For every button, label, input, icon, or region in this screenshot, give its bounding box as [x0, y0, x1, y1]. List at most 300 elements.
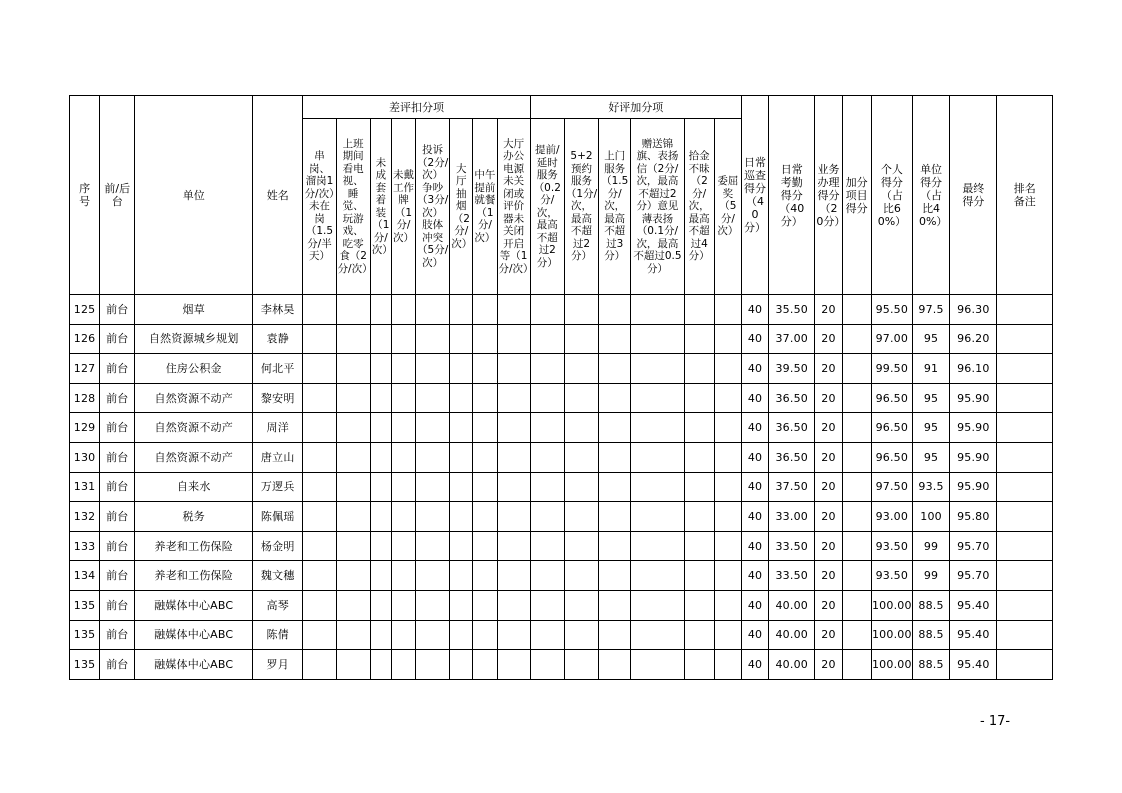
- cell-empty: [391, 324, 415, 354]
- cell-empty: [564, 590, 598, 620]
- cell-personal: 100.00: [871, 650, 912, 680]
- cell-patrol: 40: [741, 650, 768, 680]
- cell-empty: [336, 324, 370, 354]
- cell-empty: [714, 354, 741, 384]
- cell-empty: [599, 295, 631, 325]
- cell-empty: [599, 324, 631, 354]
- cell-patrol: 40: [741, 295, 768, 325]
- cell-unit-score: 88.5: [912, 590, 949, 620]
- cell-seq: 134: [70, 561, 100, 591]
- cell-front-back: 前台: [100, 620, 135, 650]
- cell-empty: [530, 620, 564, 650]
- cell-empty: [997, 650, 1053, 680]
- cell-empty: [564, 620, 598, 650]
- cell-final: 95.40: [950, 620, 997, 650]
- cell-empty: [842, 531, 871, 561]
- cell-empty: [530, 531, 564, 561]
- header-bad-item: 大厅抽烟（2分/次）: [450, 119, 473, 295]
- cell-name: 唐立山: [253, 442, 303, 472]
- cell-business: 20: [815, 650, 842, 680]
- cell-seq: 135: [70, 650, 100, 680]
- cell-empty: [370, 502, 391, 532]
- cell-empty: [497, 502, 530, 532]
- page-number: - 17-: [980, 714, 1011, 729]
- cell-attendance: 36.50: [769, 383, 815, 413]
- cell-patrol: 40: [741, 354, 768, 384]
- cell-empty: [303, 472, 336, 502]
- cell-attendance: 36.50: [769, 442, 815, 472]
- header-bad-item: 投诉（2分/次）争吵（3分/次）肢体冲突（5分/次）: [416, 119, 450, 295]
- cell-final: 96.10: [950, 354, 997, 384]
- cell-empty: [530, 442, 564, 472]
- cell-empty: [997, 561, 1053, 591]
- cell-seq: 128: [70, 383, 100, 413]
- cell-empty: [530, 383, 564, 413]
- cell-empty: [336, 590, 370, 620]
- cell-empty: [564, 531, 598, 561]
- cell-empty: [370, 561, 391, 591]
- cell-empty: [631, 531, 684, 561]
- cell-empty: [303, 620, 336, 650]
- cell-empty: [303, 295, 336, 325]
- table-row: [70, 590, 1053, 620]
- cell-business: 20: [815, 295, 842, 325]
- header-front-back: 前/后台: [100, 96, 135, 295]
- cell-empty: [450, 590, 473, 620]
- cell-patrol: 40: [741, 620, 768, 650]
- cell-empty: [684, 324, 714, 354]
- cell-business: 20: [815, 531, 842, 561]
- cell-unit: 融媒体中心ABC: [135, 590, 253, 620]
- cell-unit: 自然资源城乡规划: [135, 324, 253, 354]
- cell-empty: [997, 383, 1053, 413]
- cell-empty: [631, 590, 684, 620]
- cell-personal: 96.50: [871, 383, 912, 413]
- cell-empty: [684, 354, 714, 384]
- cell-patrol: 40: [741, 383, 768, 413]
- cell-empty: [599, 620, 631, 650]
- cell-seq: 131: [70, 472, 100, 502]
- cell-empty: [842, 324, 871, 354]
- header-good-item: 5+2预约服务（1分/次，最高不超过2分）: [564, 119, 598, 295]
- cell-empty: [842, 413, 871, 443]
- score-table: [69, 95, 1053, 680]
- cell-empty: [684, 502, 714, 532]
- cell-empty: [997, 413, 1053, 443]
- header-business: 业务办理得分（20分）: [815, 96, 842, 295]
- cell-personal: 100.00: [871, 620, 912, 650]
- cell-empty: [684, 413, 714, 443]
- cell-name: 袁静: [253, 324, 303, 354]
- cell-business: 20: [815, 561, 842, 591]
- cell-unit: 烟草: [135, 295, 253, 325]
- cell-empty: [997, 620, 1053, 650]
- cell-unit-score: 95: [912, 413, 949, 443]
- cell-personal: 95.50: [871, 295, 912, 325]
- cell-empty: [497, 531, 530, 561]
- cell-empty: [391, 383, 415, 413]
- cell-empty: [391, 413, 415, 443]
- cell-empty: [842, 442, 871, 472]
- cell-empty: [450, 561, 473, 591]
- cell-empty: [997, 442, 1053, 472]
- cell-empty: [336, 561, 370, 591]
- cell-empty: [997, 354, 1053, 384]
- cell-unit-score: 99: [912, 531, 949, 561]
- cell-empty: [599, 442, 631, 472]
- cell-front-back: 前台: [100, 442, 135, 472]
- cell-empty: [336, 620, 370, 650]
- cell-empty: [842, 295, 871, 325]
- cell-unit: 融媒体中心ABC: [135, 620, 253, 650]
- cell-empty: [303, 413, 336, 443]
- cell-empty: [336, 383, 370, 413]
- cell-empty: [336, 413, 370, 443]
- cell-personal: 97.50: [871, 472, 912, 502]
- cell-empty: [564, 383, 598, 413]
- cell-final: 95.40: [950, 590, 997, 620]
- cell-business: 20: [815, 354, 842, 384]
- cell-empty: [391, 295, 415, 325]
- cell-name: 黎安明: [253, 383, 303, 413]
- cell-unit: 自然资源不动产: [135, 413, 253, 443]
- cell-empty: [631, 354, 684, 384]
- cell-name: 李林昊: [253, 295, 303, 325]
- cell-unit-score: 95: [912, 383, 949, 413]
- cell-empty: [684, 383, 714, 413]
- cell-empty: [473, 502, 497, 532]
- cell-empty: [599, 383, 631, 413]
- cell-empty: [714, 413, 741, 443]
- cell-empty: [842, 561, 871, 591]
- cell-empty: [684, 620, 714, 650]
- cell-final: 95.70: [950, 531, 997, 561]
- cell-empty: [391, 472, 415, 502]
- cell-empty: [473, 354, 497, 384]
- cell-empty: [714, 531, 741, 561]
- cell-empty: [530, 590, 564, 620]
- cell-empty: [303, 383, 336, 413]
- header-bad-group: 差评扣分项: [303, 96, 530, 119]
- cell-business: 20: [815, 442, 842, 472]
- cell-empty: [450, 650, 473, 680]
- cell-seq: 130: [70, 442, 100, 472]
- cell-final: 95.90: [950, 442, 997, 472]
- cell-empty: [714, 561, 741, 591]
- cell-front-back: 前台: [100, 324, 135, 354]
- header-unit: 单位: [135, 96, 253, 295]
- cell-unit: 自来水: [135, 472, 253, 502]
- cell-empty: [530, 650, 564, 680]
- cell-attendance: 40.00: [769, 650, 815, 680]
- cell-attendance: 40.00: [769, 590, 815, 620]
- cell-front-back: 前台: [100, 531, 135, 561]
- header-good-item: 提前/延时服务（0.2分/次，最高不超过2分）: [530, 119, 564, 295]
- cell-empty: [416, 472, 450, 502]
- cell-unit-score: 88.5: [912, 620, 949, 650]
- header-final: 最终得分: [950, 96, 997, 295]
- cell-empty: [684, 295, 714, 325]
- cell-patrol: 40: [741, 324, 768, 354]
- cell-empty: [564, 502, 598, 532]
- cell-final: 95.80: [950, 502, 997, 532]
- header-bad-item: 未成套着装（1分/次）: [370, 119, 391, 295]
- cell-empty: [391, 590, 415, 620]
- cell-empty: [997, 531, 1053, 561]
- cell-unit: 自然资源不动产: [135, 383, 253, 413]
- cell-empty: [303, 590, 336, 620]
- cell-empty: [450, 413, 473, 443]
- cell-empty: [497, 442, 530, 472]
- cell-empty: [631, 502, 684, 532]
- cell-empty: [370, 650, 391, 680]
- cell-attendance: 33.00: [769, 502, 815, 532]
- cell-empty: [599, 531, 631, 561]
- cell-patrol: 40: [741, 413, 768, 443]
- header-bad-item: 上班期间看电视、睡觉、玩游戏、吃零食（2分/次）: [336, 119, 370, 295]
- cell-empty: [416, 383, 450, 413]
- cell-empty: [416, 413, 450, 443]
- cell-empty: [842, 620, 871, 650]
- cell-unit-score: 95: [912, 324, 949, 354]
- cell-unit: 养老和工伤保险: [135, 531, 253, 561]
- cell-empty: [714, 472, 741, 502]
- header-personal: 个人得分（占比60%）: [871, 96, 912, 295]
- cell-empty: [450, 531, 473, 561]
- cell-empty: [497, 295, 530, 325]
- cell-patrol: 40: [741, 561, 768, 591]
- header-rank-note: 排名备注: [997, 96, 1053, 295]
- cell-empty: [303, 502, 336, 532]
- cell-unit-score: 95: [912, 442, 949, 472]
- cell-empty: [631, 620, 684, 650]
- cell-empty: [497, 590, 530, 620]
- cell-patrol: 40: [741, 472, 768, 502]
- cell-empty: [497, 620, 530, 650]
- cell-empty: [473, 620, 497, 650]
- cell-empty: [303, 442, 336, 472]
- cell-empty: [631, 561, 684, 591]
- cell-empty: [842, 590, 871, 620]
- cell-empty: [416, 531, 450, 561]
- cell-empty: [530, 295, 564, 325]
- cell-final: 95.40: [950, 650, 997, 680]
- cell-empty: [336, 295, 370, 325]
- cell-empty: [564, 413, 598, 443]
- cell-business: 20: [815, 472, 842, 502]
- cell-empty: [599, 590, 631, 620]
- cell-empty: [530, 502, 564, 532]
- cell-attendance: 35.50: [769, 295, 815, 325]
- cell-business: 20: [815, 413, 842, 443]
- cell-final: 95.70: [950, 561, 997, 591]
- cell-empty: [599, 561, 631, 591]
- cell-personal: 100.00: [871, 590, 912, 620]
- cell-empty: [530, 324, 564, 354]
- table-row: [70, 295, 1053, 325]
- cell-empty: [564, 354, 598, 384]
- cell-empty: [391, 531, 415, 561]
- cell-patrol: 40: [741, 502, 768, 532]
- cell-empty: [303, 650, 336, 680]
- cell-empty: [450, 295, 473, 325]
- cell-empty: [450, 324, 473, 354]
- cell-empty: [336, 650, 370, 680]
- cell-front-back: 前台: [100, 413, 135, 443]
- cell-empty: [497, 650, 530, 680]
- table-row: [70, 561, 1053, 591]
- cell-empty: [842, 383, 871, 413]
- cell-attendance: 33.50: [769, 561, 815, 591]
- cell-empty: [416, 590, 450, 620]
- cell-empty: [391, 650, 415, 680]
- cell-final: 95.90: [950, 472, 997, 502]
- cell-empty: [473, 324, 497, 354]
- cell-personal: 96.50: [871, 413, 912, 443]
- cell-front-back: 前台: [100, 502, 135, 532]
- cell-empty: [530, 413, 564, 443]
- cell-final: 95.90: [950, 383, 997, 413]
- cell-unit: 住房公积金: [135, 354, 253, 384]
- cell-front-back: 前台: [100, 295, 135, 325]
- cell-empty: [714, 502, 741, 532]
- header-good-item: 上门服务（1.5分/次，最高不超过3分）: [599, 119, 631, 295]
- cell-empty: [450, 442, 473, 472]
- cell-empty: [497, 472, 530, 502]
- cell-business: 20: [815, 383, 842, 413]
- cell-empty: [997, 472, 1053, 502]
- cell-empty: [684, 472, 714, 502]
- cell-front-back: 前台: [100, 354, 135, 384]
- cell-empty: [473, 413, 497, 443]
- cell-empty: [473, 590, 497, 620]
- cell-empty: [714, 650, 741, 680]
- cell-empty: [473, 295, 497, 325]
- cell-empty: [391, 354, 415, 384]
- cell-name: 高琴: [253, 590, 303, 620]
- cell-empty: [336, 472, 370, 502]
- cell-name: 周洋: [253, 413, 303, 443]
- cell-personal: 97.00: [871, 324, 912, 354]
- header-bad-item: 大厅办公电源未关闭或评价器未关闭开启等（1分/次）: [497, 119, 530, 295]
- cell-empty: [416, 620, 450, 650]
- cell-empty: [416, 650, 450, 680]
- cell-attendance: 39.50: [769, 354, 815, 384]
- cell-empty: [450, 502, 473, 532]
- cell-empty: [497, 354, 530, 384]
- cell-empty: [473, 442, 497, 472]
- table-row: [70, 383, 1053, 413]
- cell-empty: [370, 413, 391, 443]
- cell-empty: [416, 324, 450, 354]
- cell-empty: [599, 354, 631, 384]
- cell-empty: [530, 561, 564, 591]
- cell-empty: [714, 620, 741, 650]
- cell-empty: [530, 354, 564, 384]
- cell-seq: 135: [70, 590, 100, 620]
- cell-name: 魏文穗: [253, 561, 303, 591]
- cell-empty: [336, 354, 370, 384]
- cell-empty: [530, 472, 564, 502]
- cell-empty: [450, 383, 473, 413]
- cell-empty: [303, 324, 336, 354]
- table-row: [70, 442, 1053, 472]
- cell-unit: 养老和工伤保险: [135, 561, 253, 591]
- cell-empty: [391, 442, 415, 472]
- cell-empty: [631, 324, 684, 354]
- cell-empty: [564, 442, 598, 472]
- header-good-item: 拾金不昧（2分/次，最高不超过4分）: [684, 119, 714, 295]
- cell-empty: [416, 442, 450, 472]
- cell-empty: [391, 502, 415, 532]
- table-row: [70, 354, 1053, 384]
- cell-empty: [473, 650, 497, 680]
- cell-empty: [416, 295, 450, 325]
- cell-seq: 135: [70, 620, 100, 650]
- cell-name: 罗月: [253, 650, 303, 680]
- cell-front-back: 前台: [100, 561, 135, 591]
- cell-empty: [599, 650, 631, 680]
- cell-seq: 126: [70, 324, 100, 354]
- cell-unit-score: 100: [912, 502, 949, 532]
- cell-unit: 税务: [135, 502, 253, 532]
- table-row: [70, 502, 1053, 532]
- cell-personal: 93.00: [871, 502, 912, 532]
- cell-empty: [497, 324, 530, 354]
- cell-empty: [303, 561, 336, 591]
- cell-front-back: 前台: [100, 650, 135, 680]
- cell-empty: [684, 531, 714, 561]
- table-row: [70, 413, 1053, 443]
- cell-empty: [684, 590, 714, 620]
- cell-unit-score: 99: [912, 561, 949, 591]
- cell-empty: [564, 295, 598, 325]
- cell-empty: [473, 383, 497, 413]
- cell-empty: [336, 502, 370, 532]
- cell-final: 96.30: [950, 295, 997, 325]
- cell-front-back: 前台: [100, 472, 135, 502]
- cell-name: 陈倩: [253, 620, 303, 650]
- cell-empty: [416, 354, 450, 384]
- cell-empty: [997, 324, 1053, 354]
- cell-front-back: 前台: [100, 590, 135, 620]
- header-seq: 序号: [70, 96, 100, 295]
- header-bad-item: 中午提前就餐（1分/次）: [473, 119, 497, 295]
- header-attendance: 日常考勤得分（40分）: [769, 96, 815, 295]
- cell-empty: [370, 354, 391, 384]
- header-good-group: 好评加分项: [530, 96, 741, 119]
- cell-empty: [842, 472, 871, 502]
- cell-empty: [842, 354, 871, 384]
- cell-personal: 93.50: [871, 531, 912, 561]
- header-bad-item: 串岗、溜岗1分/次）未在岗（1.5分/半天）: [303, 119, 336, 295]
- cell-unit: 自然资源不动产: [135, 442, 253, 472]
- cell-empty: [599, 413, 631, 443]
- cell-patrol: 40: [741, 590, 768, 620]
- header-good-item: 赠送锦旗、表扬信（2分/次，最高不超过2分）意见薄表扬（0.1分/次，最高不超过0.5分）: [631, 119, 684, 295]
- cell-personal: 96.50: [871, 442, 912, 472]
- cell-empty: [336, 442, 370, 472]
- cell-empty: [564, 650, 598, 680]
- table-row: [70, 650, 1053, 680]
- cell-business: 20: [815, 590, 842, 620]
- cell-empty: [631, 383, 684, 413]
- cell-empty: [473, 531, 497, 561]
- cell-empty: [370, 383, 391, 413]
- cell-unit-score: 88.5: [912, 650, 949, 680]
- cell-attendance: 36.50: [769, 413, 815, 443]
- header-bonus: 加分项目得分: [842, 96, 871, 295]
